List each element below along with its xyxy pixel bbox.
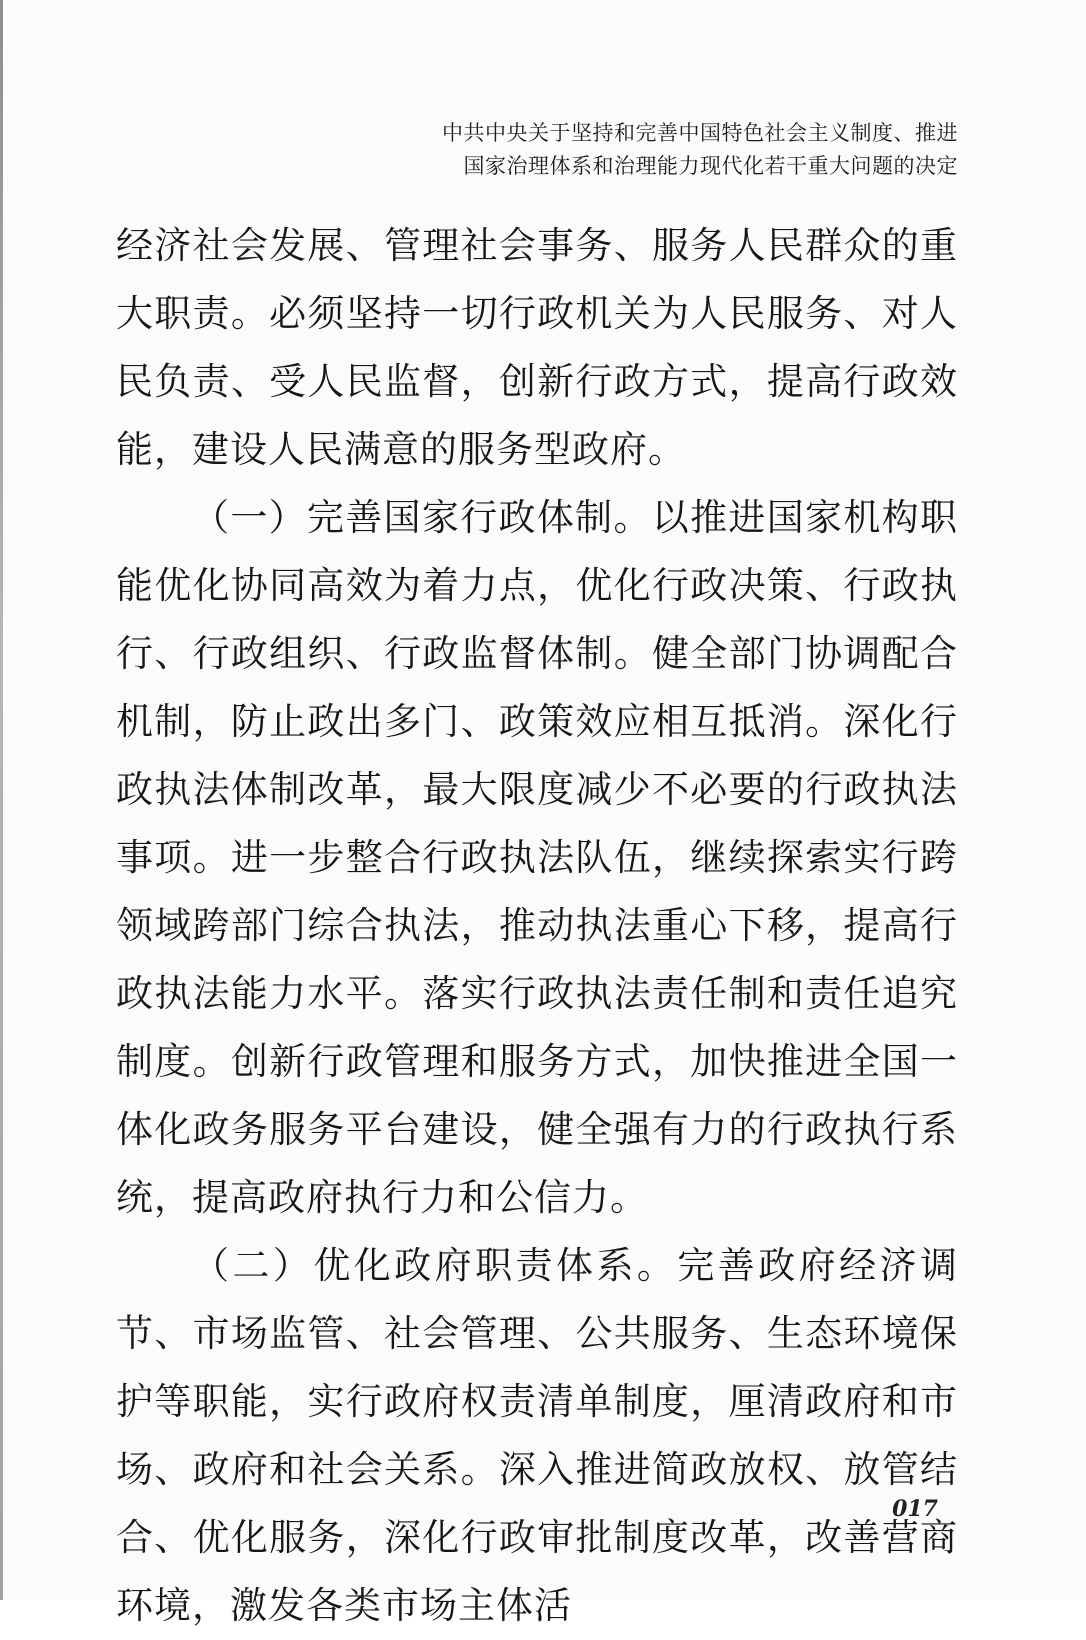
paragraph-continuation: 经济社会发展、管理社会事务、服务人民群众的重大职责。必须坚持一切行政机关为人民服务、对人民负责、受人民监督，创新行政方式，提高行政效能，建设人民满意的服务型政府。 (116, 224, 958, 471)
scan-binding-edge (0, 0, 3, 1600)
running-header (442, 117, 958, 183)
page-number: 017 (892, 1496, 938, 1522)
body-text (116, 212, 958, 1640)
running-header-line-2: 国家治理体系和治理能力现代化若干重大问题的决定 (463, 154, 958, 178)
paragraph-section-2: （二）优化政府职责体系。完善政府经济调节、市场监管、社会管理、公共服务、生态环境保护等职能，实行政府权责清单制度，厘清政府和市场、政府和社会关系。深入推进简政放权、放管结合、优化服务，深化行政审批制度改革，改善营商环境，激发各类市场主体活 (116, 1244, 958, 1627)
running-header-line-1: 中共中央关于坚持和完善中国特色社会主义制度、推进 (442, 121, 958, 145)
paragraph-section-1: （一）完善国家行政体制。以推进国家机构职能优化协同高效为着力点，优化行政决策、行政执行、行政组织、行政监督体制。健全部门协调配合机制，防止政出多门、政策效应相互抵消。深化行政执法体制改革，最大限度减少不必要的行政执法事项。进一步整合行政执法队伍，继续探索实行跨领域跨部门综合执法，推动执法重心下移，提高行政执法能力水平。落实行政执法责任制和责任追究制度。创新行政管理和服务方式，加快推进全国一体化政务服务平台建设，健全强有力的行政执行系统，提高政府执行力和公信力。 (116, 496, 958, 1219)
